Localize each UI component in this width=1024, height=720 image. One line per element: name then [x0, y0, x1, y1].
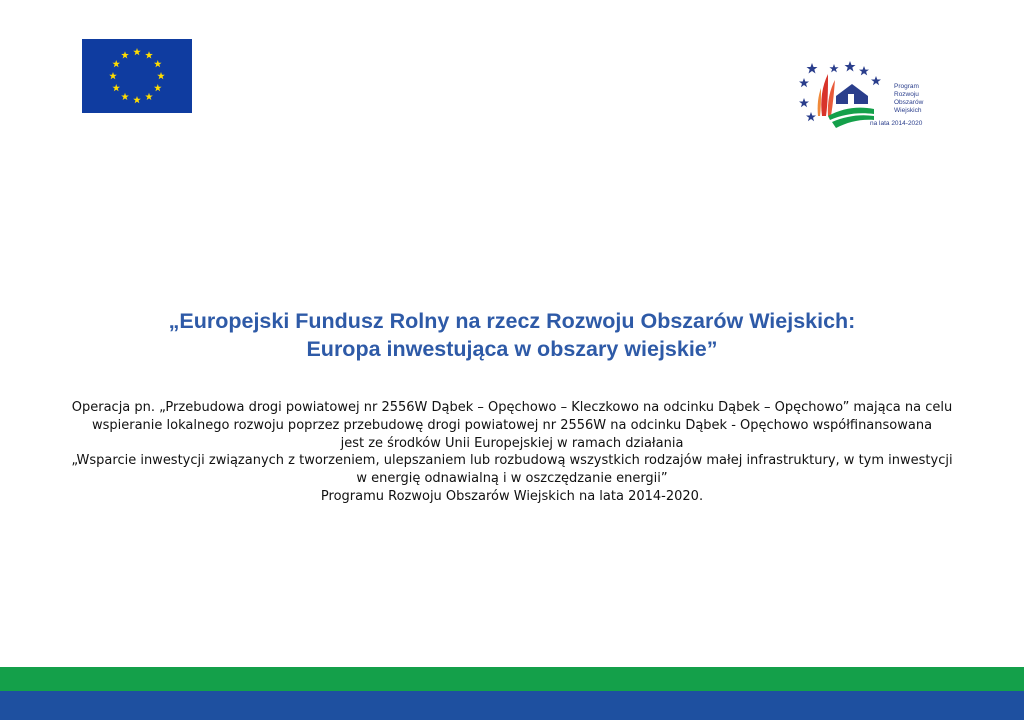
description-line: wspieranie lokalnego rozwoju poprzez przebudowę drogi powiatowej nr 2556W na odcinku Dąbek - Opęchowo współfinansowana	[91, 417, 933, 433]
description-line: Programu Rozwoju Obszarów Wiejskich na lata 2014-2020.	[320, 488, 704, 504]
eu-star-icon	[121, 93, 129, 100]
eu-star-icon	[112, 60, 120, 67]
prow-line: Obszarów	[894, 99, 924, 106]
description-line: Operacja pn. „Przebudowa drogi powiatowej nr 2556W Dąbek – Opęchowo – Kleczkowo na odcinku Dąbek – Opęchowo” mająca na celu	[71, 400, 953, 415]
eu-star-icon	[109, 72, 117, 79]
footer-green-band	[0, 667, 1024, 691]
page-title	[60, 307, 964, 363]
title-line-1: „Europejski Fundusz Rolny na rzecz Rozwoju Obszarów Wiejskich:	[168, 309, 856, 333]
title-line-2: Europa inwestująca w obszary wiejskie”	[306, 337, 718, 361]
prow-line: Rozwoju	[894, 91, 919, 98]
prow-logo-text	[894, 83, 923, 115]
eu-star-icon	[133, 96, 141, 103]
description-line: „Wsparcie inwestycji związanych z tworzeniem, ulepszaniem lub rozbudową wszystkich rodzajów małej infrastruktury, w tym inwestycji	[71, 453, 953, 469]
eu-star-icon	[154, 60, 162, 67]
eu-star-icon	[154, 84, 162, 91]
prow-years: na lata 2014-2020	[870, 120, 923, 127]
description-line: w energię odnawialną i w oszczędzanie energii”	[356, 471, 668, 487]
eu-star-icon	[133, 48, 141, 55]
prow-line: Program	[894, 83, 919, 90]
description-line: jest ze środków Unii Europejskiej w ramach działania	[340, 435, 684, 451]
eu-star-icon	[145, 51, 153, 58]
operation-description	[40, 399, 984, 506]
eu-star-icon	[112, 84, 120, 91]
prow-logo	[798, 56, 948, 136]
footer-blue-band	[0, 691, 1024, 720]
eu-star-icon	[157, 72, 165, 79]
eu-flag-stars	[82, 39, 192, 113]
eu-star-icon	[121, 51, 129, 58]
prow-line: Wiejskich	[894, 107, 922, 114]
eu-star-icon	[145, 93, 153, 100]
eu-flag-icon	[82, 39, 192, 113]
